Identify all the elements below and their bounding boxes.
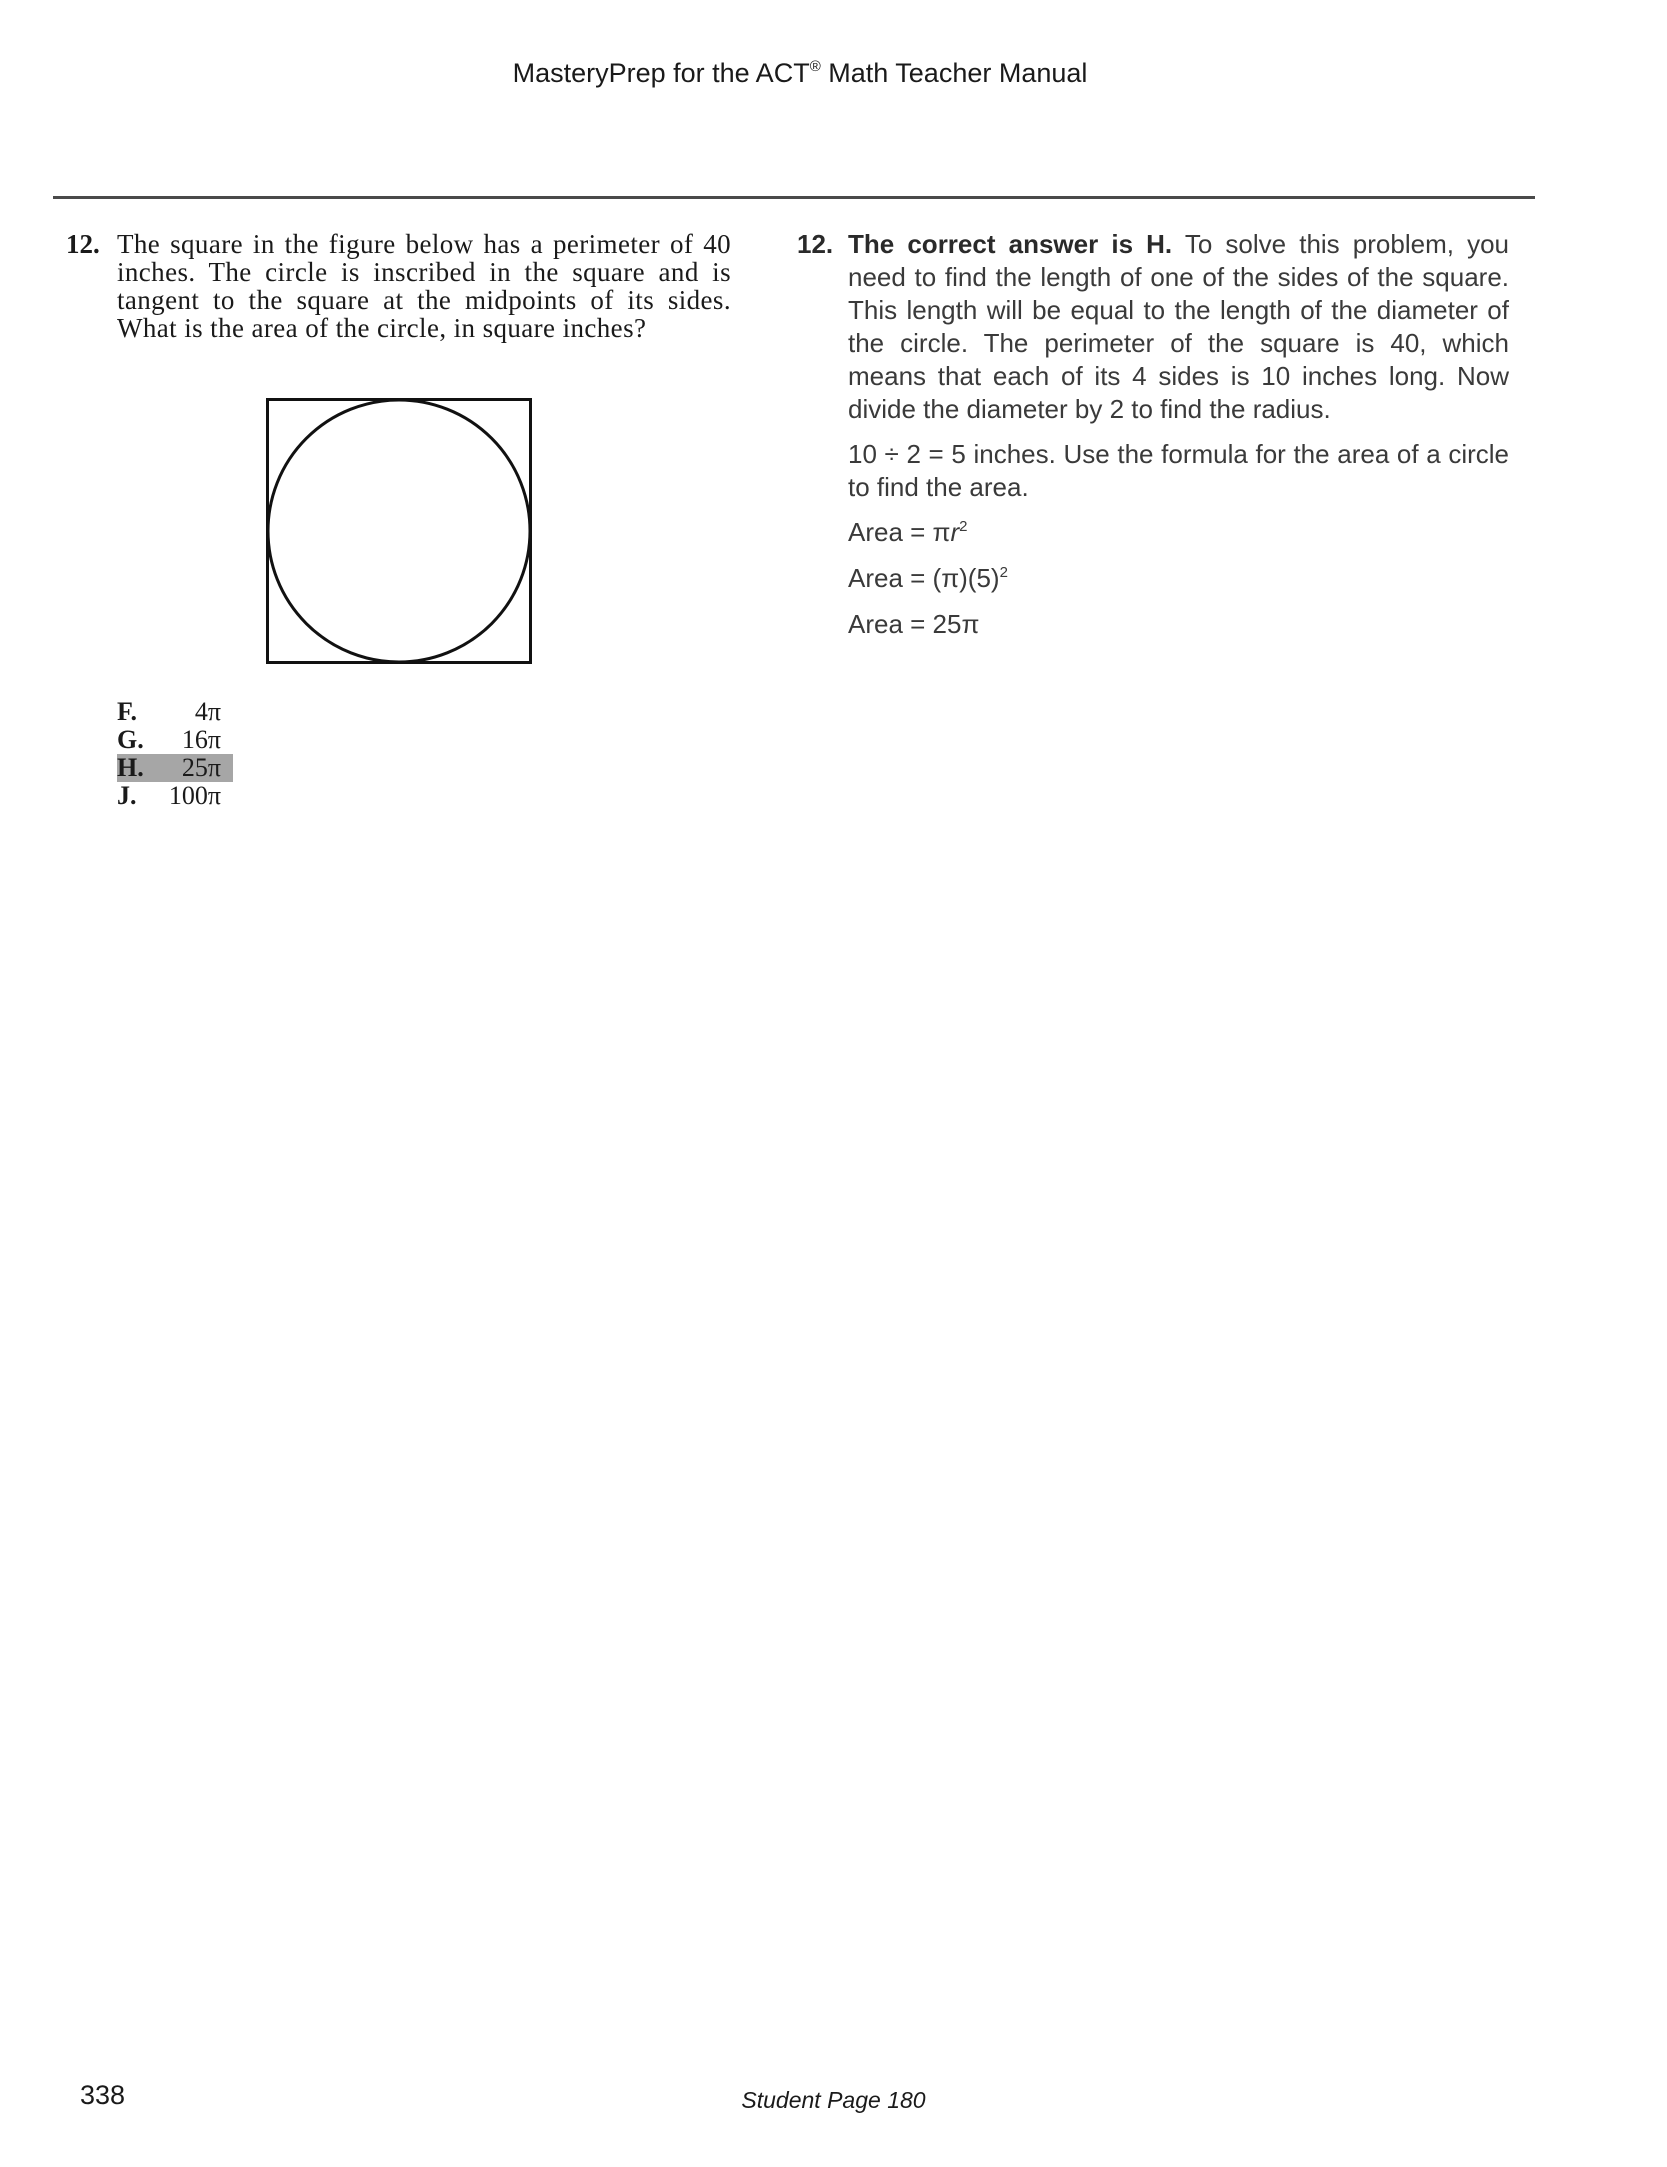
question-text: The square in the figure below has a perimeter of 40 inches. The circle is inscribed in the square and is tangent to the square at the midpoints of its sides. What is the area of the circle, in square inches? bbox=[117, 229, 731, 343]
registered-mark: ® bbox=[809, 58, 821, 75]
answer-paragraph-1-text: To solve this problem, you need to find the length of one of the sides of the square. This length will be equal to the length of the diameter of the circle. The perimeter of the square is 40, which means that each of its 4 sides is 10 inches long. Now divide the diameter by 2 to find the radius. bbox=[848, 229, 1510, 424]
answer-choices bbox=[117, 698, 233, 810]
page-header bbox=[0, 58, 1600, 89]
formula-area-general bbox=[848, 516, 1509, 549]
answer-paragraph-2: 10 ÷ 2 = 5 inches. Use the formula for the area of a circle to find the area. bbox=[848, 439, 1509, 502]
choice-letter: H. bbox=[117, 753, 144, 782]
formula-exponent: 2 bbox=[999, 564, 1008, 581]
choice-f[interactable] bbox=[117, 698, 233, 726]
formula-lhs: Area = π bbox=[848, 517, 951, 547]
choice-value: 25π bbox=[181, 753, 221, 782]
choice-value: 16π bbox=[181, 725, 221, 754]
page-number: 338 bbox=[80, 2080, 126, 2110]
choice-letter: F. bbox=[117, 697, 137, 726]
answer-explanation bbox=[797, 228, 1509, 654]
formula-exponent: 2 bbox=[959, 518, 968, 535]
formula-lhs: Area = (π)(5) bbox=[848, 563, 1000, 593]
formula-area-result: Area = 25π bbox=[848, 609, 980, 639]
inscribed-circle-shape bbox=[268, 400, 530, 662]
choice-letter: G. bbox=[117, 725, 144, 754]
answer-paragraph-1 bbox=[848, 228, 1509, 426]
student-page-reference: Student Page 180 bbox=[741, 2087, 926, 2113]
choice-h-highlighted[interactable] bbox=[117, 754, 233, 782]
choice-value: 100π bbox=[168, 781, 221, 810]
formula-area-substituted bbox=[848, 562, 1509, 595]
question-block bbox=[66, 230, 731, 342]
header-title-prefix: MasteryPrep for the ACT bbox=[512, 58, 810, 88]
formula-variable: r bbox=[950, 517, 960, 547]
answer-lead: The correct answer is H. bbox=[848, 229, 1173, 259]
question-number: 12. bbox=[66, 229, 100, 259]
header-divider bbox=[53, 196, 1535, 199]
choice-letter: J. bbox=[117, 781, 137, 810]
answer-number: 12. bbox=[797, 229, 834, 259]
square-circle-figure bbox=[266, 398, 532, 664]
header-title-suffix: Math Teacher Manual bbox=[820, 58, 1088, 88]
choice-value: 4π bbox=[194, 697, 221, 726]
choice-g[interactable] bbox=[117, 726, 233, 754]
choice-j[interactable] bbox=[117, 782, 233, 810]
